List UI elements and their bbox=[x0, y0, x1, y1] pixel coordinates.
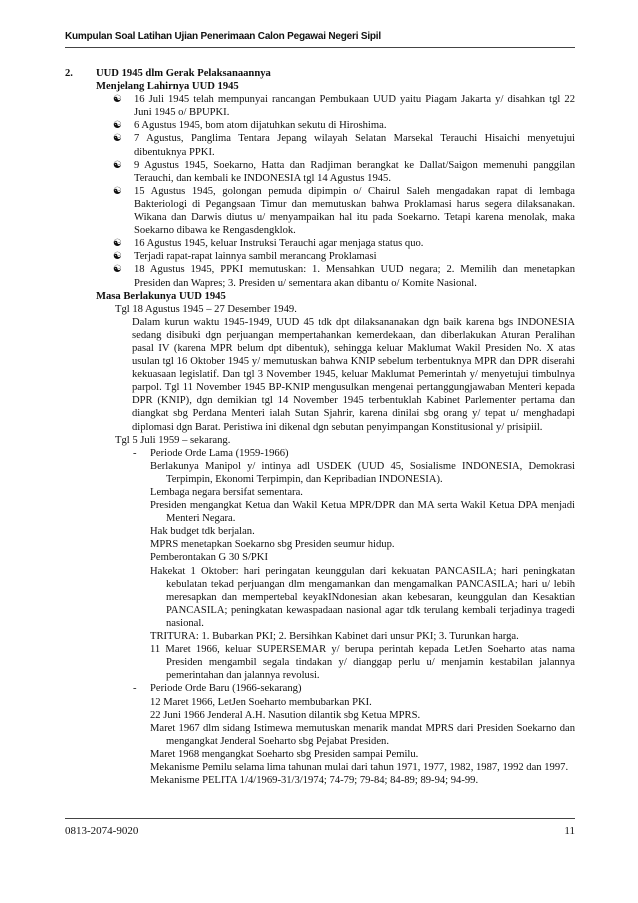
document-header: Kumpulan Soal Latihan Ujian Penerimaan Calon Pegawai Negeri Sipil bbox=[65, 31, 381, 42]
list-item: Mekanisme PELITA 1/4/1969-31/3/1974; 74-79; 79-84; 84-89; 89-94; 94-99. bbox=[150, 775, 479, 787]
dash-marker: - bbox=[133, 447, 137, 459]
period-paragraph: Dalam kurun waktu 1945-1949, UUD 45 tdk dpt dilaksananakan dgn baik karena bgs INDONESIA sedang disibuki dgn perjuangan mempertahankan kemerdekaan, dan diberlakukan Aturan Peralihan pasal IV (karena MPR belum dpt dibentuk), sehingga keluar Maklumat Wakil Presiden No. X atas usulan tgl 16 Oktober 1945 y/ memutuskan bahwa KNIP sebelum terbentuknya MPR dan DPR diserahi kekuasaan legislatif. Dan tgl 3 November 1945, keluar Maklumat Pemerintah y/ menyetujui timbulnya parpol. Tgl 11 November 1945 BP-KNIP mengusulkan mengenai pertanggungjawaban Menteri kepada DPR (KNIP), dgn demikian tgl 14 November 1945 terbentuklah Kabinet Parlementer pertama dan diangkat sbg Perdana Menteri ialah Sutan Sjahrir, karena dinilai sbg orang y/ tepat u/ menghadapi diplomasi dgn Barat. Peristiwa ini dikenal dgn sebutan penyimpangan Konstitusional y/ prisipiil. bbox=[132, 316, 575, 433]
yin-yang-icon: ☯ bbox=[113, 159, 122, 171]
list-item: Mekanisme Pemilu selama lima tahunan mulai dari tahun 1971, 1977, 1982, 1987, 1992 dan 1997. bbox=[150, 761, 569, 773]
section-heading bbox=[65, 67, 575, 80]
list-item: Maret 1967 dlm sidang Istimewa memutuskan menarik mandat MPRS dari Presiden Soekarno dan mengangkat Jenderal Soeharto sbg Pejabat Presiden. bbox=[150, 722, 575, 747]
yin-yang-icon: ☯ bbox=[113, 94, 122, 106]
dash-marker: - bbox=[133, 683, 137, 695]
period-title: Periode Orde Baru (1966-sekarang) bbox=[150, 683, 302, 695]
list-item-text: 9 Agustus 1945, Soekarno, Hatta dan Radjiman berangkat ke Dallat/Saigon memenuhi panggilan Terauchi, dan kembali ke INDONESIA tgl 14 Agustus 1945. bbox=[134, 159, 575, 184]
list-item-text: Terjadi rapat-rapat lainnya sambil merancang Proklamasi bbox=[134, 251, 377, 263]
list-item: 11 Maret 1966, keluar SUPERSEMAR y/ berupa perintah kepada LetJen Soeharto atas nama Presiden mengambil segala tindakan y/ dianggap perlu u/ menjamin kestabilan jalannya pemerintahan dan jalannya revolusi. bbox=[150, 644, 575, 682]
list-item: MPRS menetapkan Soekarno sbg Presiden seumur hidup. bbox=[150, 539, 395, 551]
list-item bbox=[65, 132, 575, 158]
footer-phone: 0813-2074-9020 bbox=[65, 825, 139, 837]
list-item-text: 15 Agustus 1945, golongan pemuda dipimpin o/ Chairul Saleh mengadakan rapat di lembaga Bakteriologi di Pegangsaan Timur dan memutuskan bahwa Proklamasi harus segera dilaksanakan. Wikana dan Darwis diutus u/ menyampaikan hal itu pada Soekarno. Tetapi karena menolak, maka Soekarno dibawa ke Rengasdengklok. bbox=[134, 185, 575, 237]
footer-divider bbox=[65, 818, 575, 819]
list-item: Pemberontakan G 30 S/PKI bbox=[150, 552, 268, 564]
period-label: Tgl 18 Agustus 1945 – 27 Desember 1949. bbox=[115, 303, 297, 315]
header-divider bbox=[65, 47, 575, 48]
period-heading-orde-baru bbox=[65, 682, 575, 695]
period-heading-orde-lama bbox=[65, 447, 575, 460]
yin-yang-icon: ☯ bbox=[113, 238, 122, 250]
subsection-title: Menjelang Lahirnya UUD 1945 bbox=[96, 81, 239, 93]
page-content bbox=[65, 67, 575, 787]
yin-yang-icon: ☯ bbox=[113, 264, 122, 276]
list-item: 12 Maret 1966, LetJen Soeharto membubarkan PKI. bbox=[150, 696, 372, 708]
list-item bbox=[65, 250, 575, 263]
list-item-text: 16 Agustus 1945, keluar Instruksi Terauchi agar menjaga status quo. bbox=[134, 238, 424, 250]
list-item bbox=[65, 237, 575, 250]
list-item: TRITURA: 1. Bubarkan PKI; 2. Bersihkan Kabinet dari unsur PKI; 3. Turunkan harga. bbox=[150, 631, 519, 643]
bullet-list bbox=[65, 93, 575, 289]
list-item bbox=[65, 159, 575, 185]
period-title: Periode Orde Lama (1959-1966) bbox=[150, 447, 289, 459]
list-item-text: 16 Juli 1945 telah mempunyai rancangan Pembukaan UUD yaitu Piagam Jakarta y/ disahkan tgl 22 Juni 1945 o/ BPUPKI. bbox=[134, 94, 575, 119]
list-item bbox=[65, 119, 575, 132]
list-item: Hakekat 1 Oktober: hari peringatan keunggulan dari kekuatan PANCASILA; hari peningkatan kebulatan tekad perjuangan dlm mengamankan dan mengamalkan PANCASILA; hari u/ lebih meresapkan dan mempertebal keyakINdonesian akan kebesaran, keunggulan dan Kesaktian PANCASILA; peningkatan kewaspadaan nasional agar tdk terulang kembali terjadinya tragedi nasional. bbox=[150, 565, 575, 629]
list-item: Lembaga negara bersifat sementara. bbox=[150, 487, 303, 498]
section-title: UUD 1945 dlm Gerak Pelaksanaannya bbox=[96, 68, 271, 79]
yin-yang-icon: ☯ bbox=[113, 133, 122, 145]
yin-yang-icon: ☯ bbox=[113, 120, 122, 132]
subsection-title: Masa Berlakunya UUD 1945 bbox=[96, 290, 226, 302]
list-item bbox=[65, 93, 575, 119]
section-number: 2. bbox=[65, 68, 73, 79]
page-number: 11 bbox=[564, 825, 575, 837]
list-item-text: 6 Agustus 1945, bom atom dijatuhkan sekutu di Hiroshima. bbox=[134, 120, 387, 132]
list-item: Maret 1968 mengangkat Soeharto sbg Presiden sampai Pemilu. bbox=[150, 748, 419, 760]
yin-yang-icon: ☯ bbox=[113, 251, 122, 263]
yin-yang-icon: ☯ bbox=[113, 185, 122, 197]
list-item bbox=[65, 185, 575, 237]
period-label: Tgl 5 Juli 1959 – sekarang. bbox=[115, 434, 231, 446]
list-item: Berlakunya Manipol y/ intinya adl USDEK (UUD 45, Sosialisme INDONESIA, Demokrasi Terpimpin, Ekonomi Terpimpin, dan Kepribadian INDONESIA). bbox=[150, 460, 575, 485]
list-item: Hak budget tdk berjalan. bbox=[150, 526, 255, 538]
list-item-text: 18 Agustus 1945, PPKI memutuskan: 1. Mensahkan UUD negara; 2. Memilih dan menetapkan Presiden dan Wapres; 3. Presiden u/ sementara akan dibantu o/ Komite Nasional. bbox=[134, 264, 575, 289]
list-item: 22 Juni 1966 Jenderal A.H. Nasution dilantik sbg Ketua MPRS. bbox=[150, 709, 421, 721]
list-item-text: 7 Agustus, Panglima Tentara Jepang wilayah Selatan Marsekal Terauchi Hisaichi menyetujui dibentuknya PPKI. bbox=[134, 133, 575, 158]
list-item: Presiden mengangkat Ketua dan Wakil Ketua MPR/DPR dan MA serta Wakil Ketua DPA menjadi Menteri Negara. bbox=[150, 500, 575, 525]
list-item bbox=[65, 263, 575, 289]
